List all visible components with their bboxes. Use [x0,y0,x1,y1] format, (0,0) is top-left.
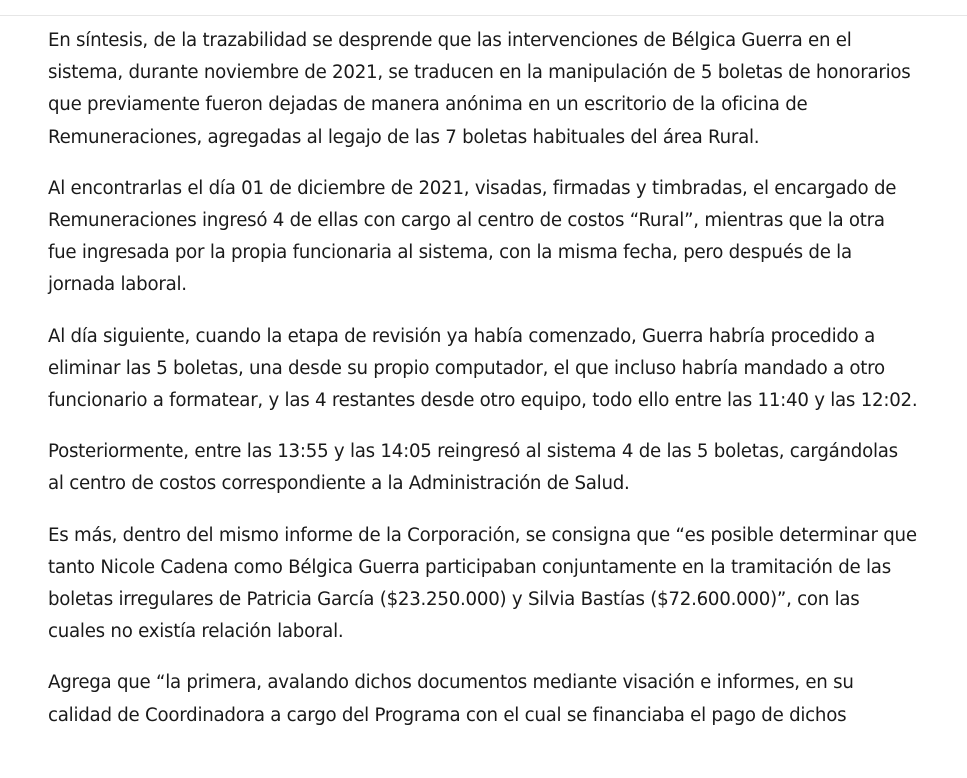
article-paragraph-2: Al encontrarlas el día 01 de diciembre de 2021, visadas, firmadas y timbradas, el encargado de Remuneraciones ingresó 4 de ellas con cargo al centro de costos “Rural”, mientras que la otra fue ingresada por la propia funcionaria al sistema, con la misma fecha, pero después de la jornada laboral. [48,177,897,296]
article-paragraph-3: Al día siguiente, cuando la etapa de revisión ya había comenzado, Guerra habría procedido a eliminar las 5 boletas, una desde su propio computador, el que incluso habría mandado a otro funcionario a formatear, y las 4 restantes desde otro equipo, todo ello entre las 11:40 y las 12:02. [48,325,918,412]
article-paragraph-5: Es más, dentro del mismo informe de la Corporación, se consigna que “es posible determinar que tanto Nicole Cadena como Bélgica Guerra participaban conjuntamente en la tramitación de las boletas irregulares de Patricia García ($23.250.000) y Silvia Bastías ($72.600.000)”, con las cuales no existía relación laboral. [48,524,917,643]
article-paragraph-4: Posteriormente, entre las 13:55 y las 14:05 reingresó al sistema 4 de las 5 boletas, cargándolas al centro de costos correspondiente a la Administración de Salud. [48,441,898,495]
article-paragraph-6: Agrega que “la primera, avalando dichos documentos mediante visación e informes, en su calidad de Coordinadora a cargo del Programa con el cual se financiaba el pago de dichos [48,672,854,726]
article-paragraph-1: En síntesis, de la trazabilidad se desprende que las intervenciones de Bélgica Guerra en el sistema, durante noviembre de 2021, se traducen en la manipulación de 5 boletas de honorarios que previamente fueron dejadas de manera anónima en un escritorio de la oficina de Remuneraciones, agregadas al legajo de las 7 boletas habituales del área Rural. [48,30,911,148]
top-divider [0,15,967,16]
article-body [48,25,918,751]
